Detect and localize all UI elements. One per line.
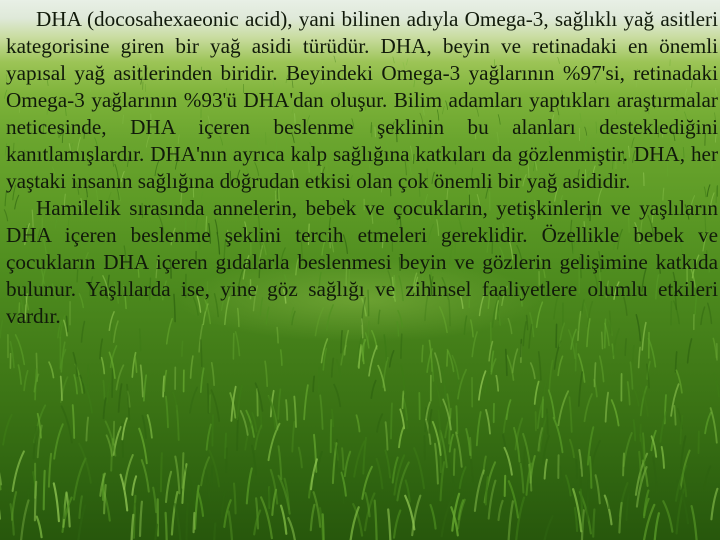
grass-blade: [177, 406, 179, 441]
grass-blade: [229, 512, 233, 540]
grass-blade: [279, 446, 282, 479]
grass-blade: [628, 382, 630, 405]
grass-blade: [424, 436, 425, 459]
grass-blade: [422, 345, 423, 361]
grass-blade: [281, 350, 282, 365]
grass-blade: [207, 425, 211, 450]
grass-blade: [570, 440, 574, 457]
grass-blade: [73, 353, 77, 376]
grass-blade: [543, 516, 553, 540]
grass-blade: [175, 457, 179, 494]
grass-blade: [143, 416, 147, 438]
grass-blade: [331, 420, 332, 452]
grass-blade: [466, 429, 470, 455]
grass-blade: [247, 468, 252, 503]
grass-blade: [447, 351, 448, 366]
grass-blade: [585, 394, 592, 421]
grass-blade: [388, 510, 391, 540]
grass-blade: [341, 331, 342, 353]
grass-blade: [175, 504, 181, 540]
grass-blade: [539, 352, 541, 380]
body-text: [6, 6, 718, 330]
grass-blade: [278, 389, 280, 419]
grass-blade: [222, 490, 226, 518]
grass-blade: [435, 353, 441, 382]
grass-blade: [456, 433, 462, 467]
grass-blade: [261, 497, 272, 538]
grass-blade: [236, 332, 240, 356]
grass-blade: [506, 350, 507, 376]
grass-blade: [234, 484, 236, 514]
grass-blade: [486, 477, 488, 504]
grass-blade: [558, 356, 562, 375]
grass-blade: [503, 435, 506, 458]
grass-blade: [400, 409, 404, 428]
grass-blade: [304, 385, 308, 419]
grass-blade: [100, 339, 102, 359]
grass-blade: [337, 360, 341, 377]
grass-blade: [148, 415, 152, 438]
grass-blade: [653, 457, 657, 492]
grass-blade: [311, 505, 315, 530]
grass-blade: [357, 415, 360, 431]
grass-blade: [486, 410, 490, 434]
grass-blade: [288, 518, 295, 540]
grass-blade: [122, 424, 123, 457]
grass-blade: [286, 400, 287, 420]
grass-blade: [323, 514, 324, 540]
grass-blade: [516, 498, 524, 540]
grass-blade: [704, 466, 710, 488]
grass-blade: [201, 340, 202, 366]
grass-blade: [505, 448, 512, 475]
grass-blade: [521, 340, 522, 357]
grass-blade: [414, 448, 424, 488]
grass-blade: [401, 334, 402, 358]
grass-blade: [394, 511, 400, 538]
grass-blade: [342, 448, 343, 469]
grass-blade: [412, 496, 420, 536]
grass-blade: [164, 371, 166, 392]
grass-blade: [24, 371, 28, 391]
grass-blade: [206, 471, 210, 499]
grass-blade: [241, 411, 248, 435]
grass-blade: [576, 460, 577, 479]
paragraph-1: DHA (docosahexaeonic acid), yani bilinen adıyla Omega-3, sağlıklı yağ asitleri kategorisine giren bir yağ asidi türüdür. DHA, beyin ve retinadaki en önemli yapısal yağ asitlerinden biridir. Beyindeki Omega-3 yağlarının %97'si, retinadaki Omega-3 yağlarının %93'ü DHA'dan oluşur. Bilim adamları yaptıkları araştırmalar neticesinde, DHA içeren beslenme şeklinin bu alanları desteklediğini kanıtlamışlardır. DHA'nın ayrıca kalp sağlığına katkıları da gözlenmiştir. DHA, her yaştaki insanın sağlığına doğrudan etkisi olan çok önemli bir yağ asididir.: [6, 7, 718, 193]
grass-blade: [345, 331, 349, 355]
grass-blade: [713, 338, 716, 357]
grass-blade: [190, 387, 197, 412]
grass-blade: [313, 376, 314, 391]
grass-blade: [185, 466, 196, 507]
grass-blade: [198, 491, 203, 516]
grass-blade: [16, 335, 25, 365]
grass-blade: [509, 501, 513, 540]
grass-blade: [186, 504, 187, 540]
grass-blade: [320, 395, 322, 429]
grass-blade: [104, 398, 106, 418]
grass-blade: [86, 418, 88, 441]
grass-blade: [634, 389, 639, 405]
grass-blade: [606, 393, 609, 422]
grass-blade: [74, 459, 86, 500]
grass-blade: [201, 368, 204, 392]
grass-blade: [212, 363, 214, 385]
grass-blade: [475, 471, 484, 511]
grass-blade: [377, 459, 383, 488]
grass-blade: [513, 349, 518, 373]
grass-blade: [265, 361, 267, 386]
grass-blade: [477, 412, 481, 445]
grass-blade: [208, 384, 209, 413]
grass-blade: [13, 451, 24, 491]
grass-blade: [547, 409, 548, 434]
grass-blade: [705, 413, 711, 434]
grass-blade: [102, 358, 105, 374]
grass-blade: [281, 506, 286, 534]
grass-blade: [332, 359, 334, 377]
grass-blade: [431, 505, 436, 529]
grass-blade: [161, 453, 162, 491]
grass-blade: [214, 524, 215, 540]
grass-blade: [471, 457, 473, 481]
grass-blade: [292, 422, 294, 452]
grass-blade: [140, 502, 142, 536]
grass-blade: [485, 370, 490, 392]
grass-blade: [212, 415, 213, 446]
grass-blade: [391, 403, 392, 438]
grass-blade: [21, 500, 29, 540]
grass-blade: [429, 410, 431, 433]
grass-blade: [385, 450, 390, 477]
grass-blade: [54, 424, 63, 459]
grass-blade: [371, 381, 375, 398]
grass-blade: [269, 424, 280, 461]
grass-blade: [663, 501, 672, 532]
grass-blade: [634, 420, 636, 441]
grass-blade: [545, 460, 547, 479]
grass-blade: [77, 505, 85, 540]
grass-blade: [401, 366, 404, 392]
grass-blade: [191, 356, 193, 378]
grass-blade: [107, 384, 109, 402]
grass-blade: [524, 447, 525, 471]
grass-blade: [612, 400, 619, 425]
grass-blade: [625, 339, 626, 356]
grass-blade: [104, 485, 106, 513]
grass-blade: [350, 507, 359, 540]
grass-blade: [135, 358, 137, 373]
grass-blade: [74, 375, 77, 394]
grass-blade: [602, 332, 603, 348]
grass-blade: [569, 397, 571, 432]
grass-blade: [435, 383, 441, 406]
grass-blade: [79, 444, 91, 483]
grass-blade: [454, 449, 455, 475]
grass-blade: [18, 365, 21, 384]
grass-blade: [142, 460, 149, 492]
grass-blade: [566, 476, 571, 496]
grass-blade: [173, 392, 177, 409]
grass-blade: [183, 453, 184, 488]
grass-blade: [432, 363, 434, 381]
grass-blade: [558, 391, 568, 425]
grass-blade: [49, 362, 54, 378]
grass-blade: [132, 353, 135, 377]
grass-blade: [676, 352, 677, 372]
grass-blade: [210, 395, 211, 412]
grass-blade: [403, 391, 404, 408]
grass-blade: [49, 454, 51, 487]
grass-blade: [575, 508, 577, 531]
grass-blade: [112, 369, 113, 397]
grass-blade: [83, 379, 93, 412]
grass-blade: [111, 439, 113, 471]
grass-blade: [579, 372, 582, 406]
grass-blade: [384, 335, 386, 360]
grass-blade: [386, 422, 388, 450]
grass-blade: [44, 471, 45, 510]
grass-blade: [399, 427, 404, 447]
grass-blade: [623, 454, 624, 476]
grass-blade: [711, 489, 717, 520]
grass-blade: [144, 375, 146, 401]
grass-blade: [127, 385, 129, 420]
grass-blade: [141, 365, 143, 396]
grass-blade: [507, 400, 511, 419]
grass-blade: [531, 363, 535, 379]
grass-blade: [619, 503, 621, 533]
grass-blade: [590, 457, 592, 488]
grass-blade: [153, 488, 156, 513]
grass-blade: [489, 481, 496, 519]
grass-blade: [332, 410, 333, 427]
grass-blade: [35, 482, 36, 521]
grass-blade: [237, 418, 238, 451]
grass-blade: [122, 418, 127, 439]
grass-blade: [103, 381, 104, 399]
grass-blade: [587, 480, 588, 521]
grass-blade: [124, 455, 133, 489]
grass-blade: [613, 329, 619, 355]
grass-blade: [166, 513, 167, 540]
grass-blade: [535, 382, 539, 404]
grass-blade: [73, 405, 75, 438]
grass-blade: [155, 525, 157, 540]
grass-blade: [442, 498, 453, 537]
grass-blade: [119, 384, 122, 412]
grass-blade: [390, 351, 394, 367]
grass-blade: [458, 370, 466, 399]
grass-blade: [435, 444, 438, 484]
grass-blade: [369, 346, 377, 376]
grass-blade: [194, 513, 195, 532]
grass-blade: [714, 374, 719, 397]
grass-blade: [3, 415, 12, 445]
grass-blade: [166, 397, 168, 428]
grass-blade: [166, 472, 171, 502]
grass-blade: [116, 365, 123, 389]
grass-blade: [0, 447, 1, 485]
grass-blade: [132, 476, 136, 495]
grass-blade: [674, 406, 675, 425]
grass-blade: [456, 406, 457, 433]
grass-blade: [299, 448, 302, 468]
grass-blade: [334, 385, 340, 407]
grass-blade: [12, 492, 16, 520]
grass-blade: [624, 433, 632, 466]
grass-blade: [692, 506, 697, 540]
grass-blade: [600, 356, 604, 381]
grass-blade: [496, 376, 498, 391]
grass-blade: [442, 369, 446, 401]
grass-blade: [632, 346, 634, 373]
grass-blade: [549, 361, 552, 391]
grass-blade: [140, 329, 141, 351]
grass-blade: [560, 467, 562, 487]
grass-blade: [549, 390, 555, 418]
grass-blade: [345, 452, 350, 476]
grass-blade: [654, 513, 659, 540]
grass-blade: [593, 510, 594, 537]
grass-blade: [596, 475, 600, 503]
grass-blade: [257, 389, 258, 416]
grass-blade: [639, 347, 641, 367]
grass-blade: [505, 476, 506, 496]
grass-blade: [688, 339, 692, 363]
grass-blade: [460, 467, 466, 488]
grass-blade: [375, 501, 377, 540]
grass-blade: [0, 320, 2, 337]
grass-blade: [499, 501, 503, 520]
grass-blade: [660, 412, 666, 442]
grass-blade: [626, 493, 628, 520]
grass-blade: [34, 427, 37, 459]
grass-blade: [377, 414, 382, 432]
grass-blade: [595, 363, 596, 387]
grass-blade: [182, 341, 183, 356]
grass-blade: [662, 447, 664, 468]
grass-blade: [426, 402, 430, 419]
grass-blade: [576, 344, 577, 371]
grass-blade: [711, 408, 717, 443]
grass-blade: [544, 379, 547, 398]
grass-blade: [479, 371, 486, 400]
paragraph-2: Hamilelik sırasında annelerin, bebek ve çocukların, yetişkinlerin ve yaşlıların DHA içeren beslenme şeklini tercih etmeleri gereklidir. Özellikle bebek ve çocukların DHA içeren gıdalarla beslenmesi beyin ve gözlerin gelişimine katkıda bulunur. Yaşlılarda ise, yine göz sağlığı ve zihinsel faaliyetlere olumlu etkileri vardır.: [6, 196, 718, 328]
grass-blade: [37, 517, 42, 538]
grass-blade: [439, 411, 441, 439]
grass-blade: [54, 483, 59, 521]
